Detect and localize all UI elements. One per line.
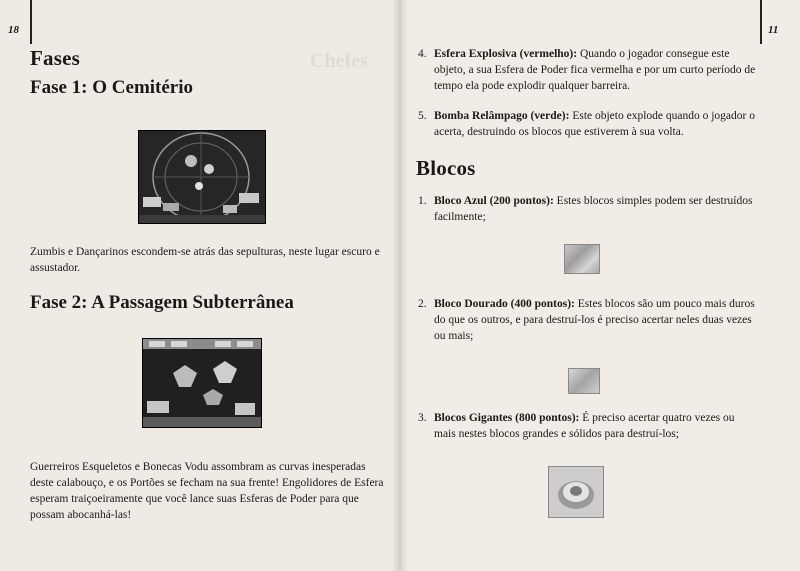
phase2-description: Guerreiros Esqueletos e Bonecas Vodu assombram as curvas inesperadas deste calabouço, e os Portões se fecham na sua frente! Engolidores de Esfera esperam traiçoeiramente que você lance suas Esferas de Poder para que possam abocanhá-las! [30, 461, 384, 521]
right-margin-line [760, 0, 762, 44]
cemetery-scene-icon [139, 131, 265, 223]
left-margin-line [30, 0, 32, 44]
section-heading-fases: Fases [30, 46, 80, 70]
item-number: 1. [418, 195, 427, 207]
item-number: 4. [418, 48, 427, 60]
show-through-text: Chefes [310, 50, 368, 72]
giant-block-image [548, 466, 604, 518]
phase1-description: Zumbis e Dançarinos escondem-se atrás das sepulturas, neste lugar escuro e assustador. [30, 246, 380, 274]
right-page-number: 11 [768, 24, 779, 36]
item-term: Bomba Relâmpago (verde): [434, 110, 570, 122]
block-gigante [418, 410, 758, 442]
item-description: Este objeto explode quando o jogador o acerta, destruindo os blocos que estiverem à sua volta. [434, 110, 755, 138]
block-dourado [418, 296, 760, 344]
item-number: 3. [418, 412, 427, 424]
dungeon-scene-icon [143, 339, 261, 427]
phase2-screenshot [142, 338, 262, 428]
right-page [400, 0, 800, 571]
left-page-number: 18 [8, 24, 19, 36]
phase2-title: Fase 2: A Passagem Subterrânea [30, 292, 294, 313]
giant-block-icon [549, 467, 603, 517]
item-term: Bloco Dourado (400 pontos): [434, 298, 575, 310]
item-term: Esfera Explosiva (vermelho): [434, 48, 578, 60]
item-description: Estes blocos simples podem ser destruídos facilmente; [434, 195, 753, 223]
block-azul [418, 193, 756, 225]
section-heading-blocos: Blocos [416, 156, 476, 180]
item-number: 2. [418, 298, 427, 310]
item-description: Estes blocos são um pouco mais duros do que os outros, e para destruí-los é preciso acertar neles duas vezes ou mais; [434, 298, 755, 342]
page-gutter [392, 0, 408, 571]
item-term: Blocos Gigantes (800 pontos): [434, 412, 580, 424]
item-description: É preciso acertar quatro vezes ou mais nestes blocos grandes e sólidos para destruí-los; [434, 412, 735, 440]
phase1-title: Fase 1: O Cemitério [30, 77, 194, 98]
gold-block-image [568, 368, 600, 394]
item-number: 5. [418, 110, 427, 122]
item-bomba-relampago [418, 108, 756, 140]
blue-block-image [564, 244, 600, 274]
item-description: Quando o jogador consegue este objeto, a sua Esfera de Poder fica vermelha e por um curto período de tempo ela pode explodir qualquer barreira. [434, 48, 756, 92]
item-term: Bloco Azul (200 pontos): [434, 195, 554, 207]
phase1-screenshot [138, 130, 266, 224]
item-esfera-explosiva [418, 46, 756, 94]
